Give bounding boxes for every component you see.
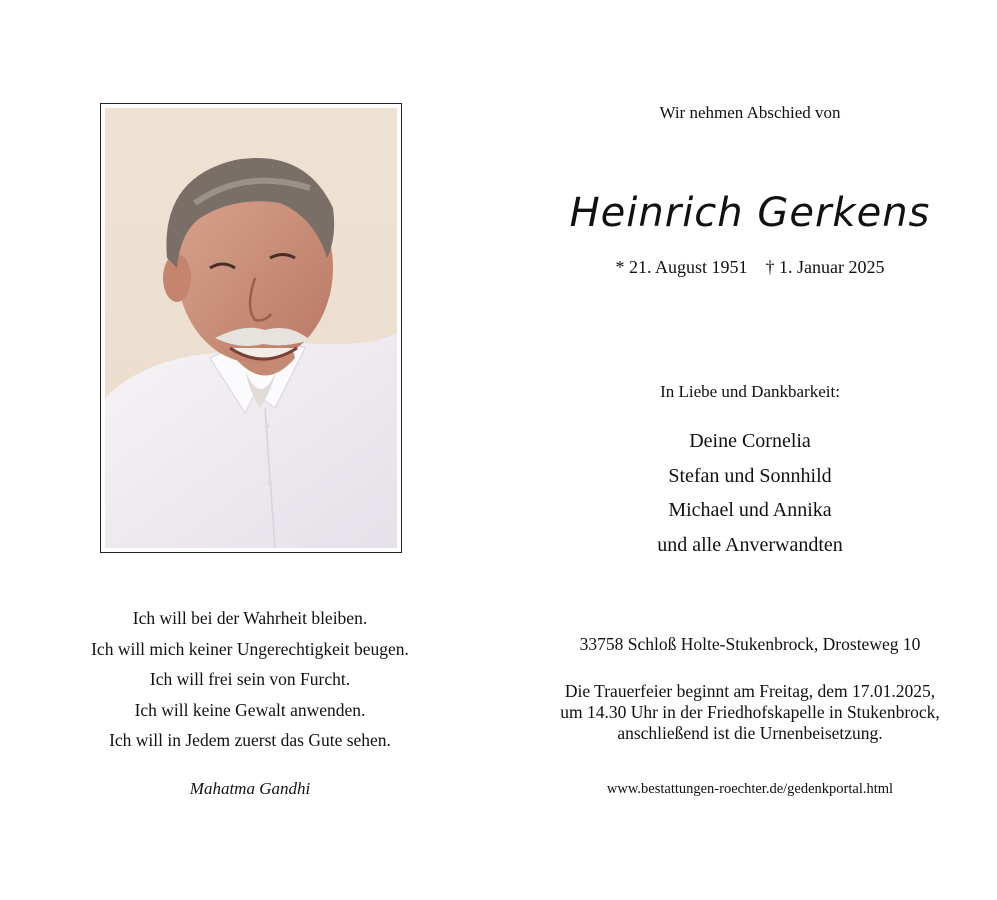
birth-date: * 21. August 1951 <box>615 257 748 277</box>
quote-author: Mahatma Gandhi <box>189 779 311 798</box>
quote-line: Ich will in Jedem zuerst das Gute sehen. <box>109 730 391 750</box>
quote-block <box>40 603 460 756</box>
life-dates <box>560 257 940 278</box>
mourner-line: und alle Anverwandten <box>657 533 843 556</box>
quote-line: Ich will keine Gewalt anwenden. <box>134 699 366 720</box>
mourner-line: Deine Cornelia <box>689 430 811 452</box>
quote-line: Ich will frei sein von Furcht. <box>149 669 351 689</box>
quote-line: Ich will bei der Wahrheit bleiben. <box>132 608 368 628</box>
intro-text: Wir nehmen Abschied von <box>659 103 841 122</box>
thanks-heading: In Liebe und Dankbarkeit: <box>660 382 840 401</box>
ceremony-line: um 14.30 Uhr in der Friedhofskapelle in Stukenbrock, <box>560 702 940 722</box>
address: 33758 Schloß Holte-Stukenbrock, Drosteweg 10 <box>579 634 921 654</box>
ceremony-line: anschließend ist die Urnenbeisetzung. <box>617 723 883 743</box>
mourner-line: Stefan und Sonnhild <box>668 464 832 487</box>
portrait-photo <box>100 103 402 553</box>
death-date: † 1. Januar 2025 <box>765 257 885 277</box>
mourner-line: Michael und Annika <box>668 499 832 521</box>
ceremony-info <box>505 681 995 744</box>
ceremony-line: Die Trauerfeier beginnt am Freitag, dem 17.01.2025, <box>564 681 936 701</box>
website-url: www.bestattungen-roechter.de/gedenkportal.html <box>606 781 894 797</box>
mourners-list <box>560 424 940 562</box>
quote-line: Ich will mich keiner Ungerechtigkeit beugen. <box>91 638 409 659</box>
deceased-name: Heinrich Gerkens <box>569 190 931 236</box>
portrait-icon <box>105 108 397 548</box>
